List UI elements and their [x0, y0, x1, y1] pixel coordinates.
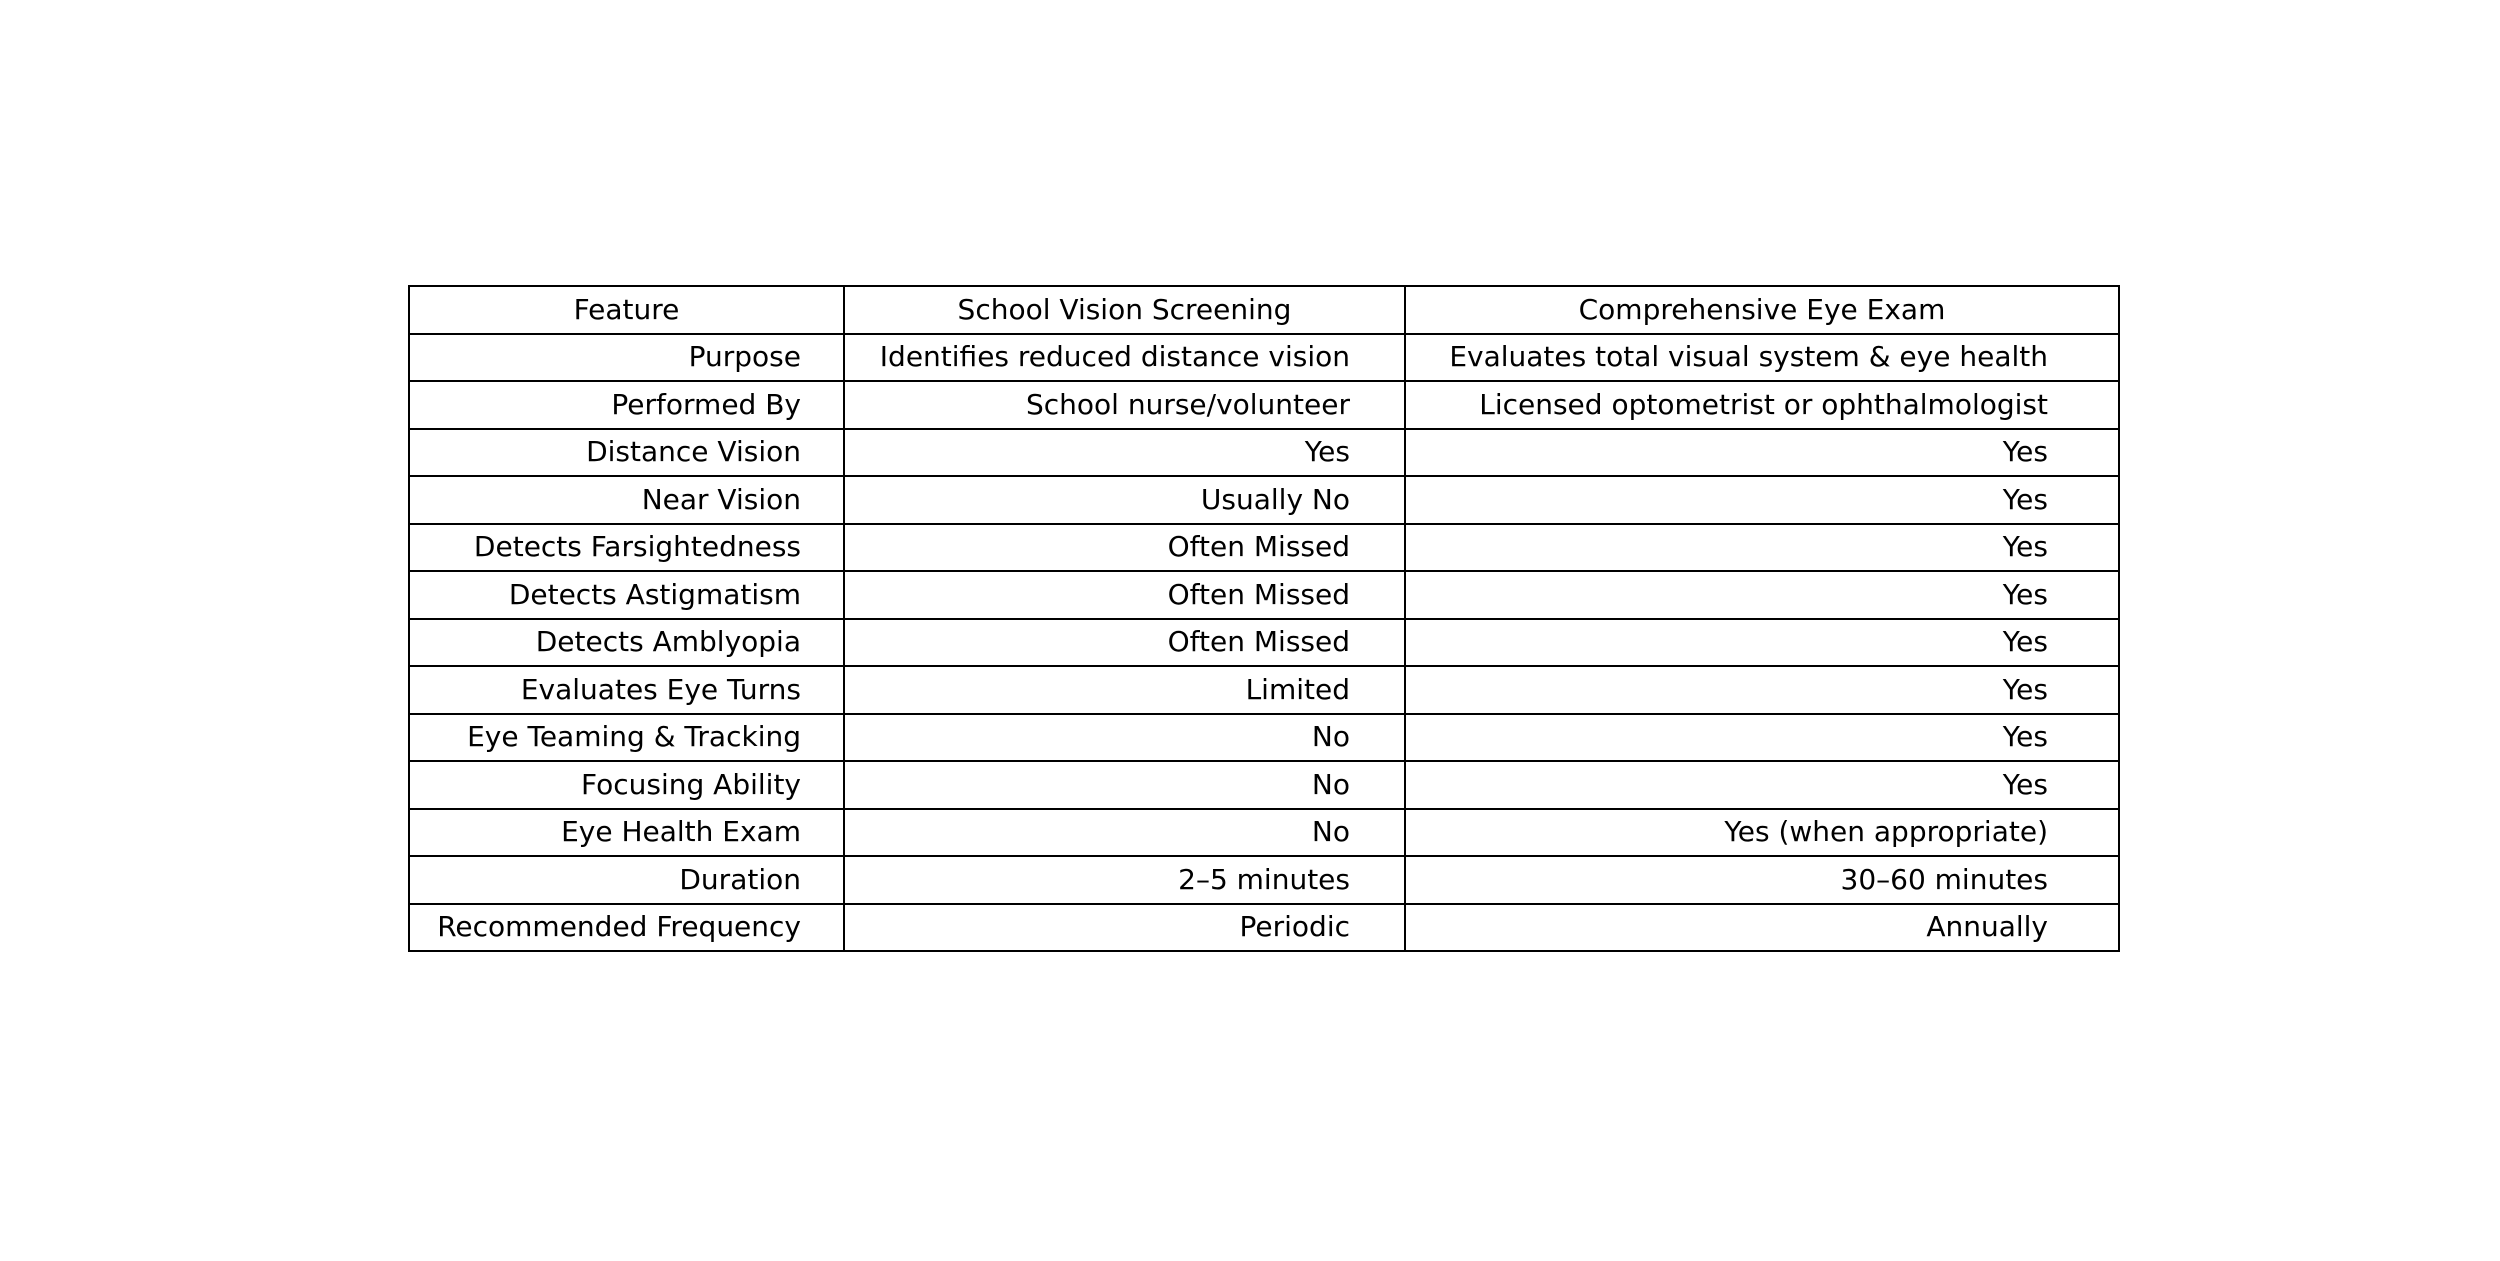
feature-cell: Duration [409, 856, 844, 904]
table-row [409, 381, 2119, 429]
feature-cell: Evaluates Eye Turns [409, 666, 844, 714]
school-screening-cell: No [844, 761, 1405, 809]
school-screening-cell: Identifies reduced distance vision [844, 334, 1405, 382]
eye-exam-cell: Yes [1405, 666, 2119, 714]
table-row [409, 761, 2119, 809]
column-header-school-vision-screening: School Vision Screening [844, 286, 1405, 334]
column-header-feature: Feature [409, 286, 844, 334]
school-screening-cell: Yes [844, 429, 1405, 477]
feature-cell: Detects Amblyopia [409, 619, 844, 667]
school-screening-cell: School nurse/volunteer [844, 381, 1405, 429]
school-screening-cell: No [844, 809, 1405, 857]
feature-cell: Focusing Ability [409, 761, 844, 809]
eye-exam-cell: Yes [1405, 761, 2119, 809]
feature-cell: Recommended Frequency [409, 904, 844, 952]
school-screening-cell: Usually No [844, 476, 1405, 524]
eye-exam-cell: Annually [1405, 904, 2119, 952]
feature-cell: Performed By [409, 381, 844, 429]
feature-cell: Detects Farsightedness [409, 524, 844, 572]
school-screening-cell: Often Missed [844, 619, 1405, 667]
school-screening-cell: 2–5 minutes [844, 856, 1405, 904]
table-row [409, 476, 2119, 524]
feature-cell: Detects Astigmatism [409, 571, 844, 619]
eye-exam-cell: Yes [1405, 714, 2119, 762]
table-row [409, 714, 2119, 762]
school-screening-cell: Periodic [844, 904, 1405, 952]
eye-exam-cell: Evaluates total visual system & eye health [1405, 334, 2119, 382]
table-body [409, 334, 2119, 952]
table-row [409, 571, 2119, 619]
eye-exam-cell: Licensed optometrist or ophthalmologist [1405, 381, 2119, 429]
school-screening-cell: Often Missed [844, 571, 1405, 619]
table-row [409, 619, 2119, 667]
table-header-row [409, 286, 2119, 334]
feature-cell: Near Vision [409, 476, 844, 524]
table-row [409, 856, 2119, 904]
table-row [409, 524, 2119, 572]
table-row [409, 429, 2119, 477]
feature-cell: Distance Vision [409, 429, 844, 477]
table-row [409, 334, 2119, 382]
school-screening-cell: Limited [844, 666, 1405, 714]
eye-exam-cell: 30–60 minutes [1405, 856, 2119, 904]
feature-cell: Eye Teaming & Tracking [409, 714, 844, 762]
eye-exam-cell: Yes (when appropriate) [1405, 809, 2119, 857]
eye-exam-cell: Yes [1405, 619, 2119, 667]
feature-cell: Purpose [409, 334, 844, 382]
eye-exam-cell: Yes [1405, 476, 2119, 524]
feature-cell: Eye Health Exam [409, 809, 844, 857]
column-header-comprehensive-eye-exam: Comprehensive Eye Exam [1405, 286, 2119, 334]
eye-exam-cell: Yes [1405, 571, 2119, 619]
table-row [409, 666, 2119, 714]
table-row [409, 904, 2119, 952]
comparison-table [408, 285, 2120, 952]
eye-exam-cell: Yes [1405, 524, 2119, 572]
table-row [409, 809, 2119, 857]
eye-exam-cell: Yes [1405, 429, 2119, 477]
school-screening-cell: No [844, 714, 1405, 762]
school-screening-cell: Often Missed [844, 524, 1405, 572]
